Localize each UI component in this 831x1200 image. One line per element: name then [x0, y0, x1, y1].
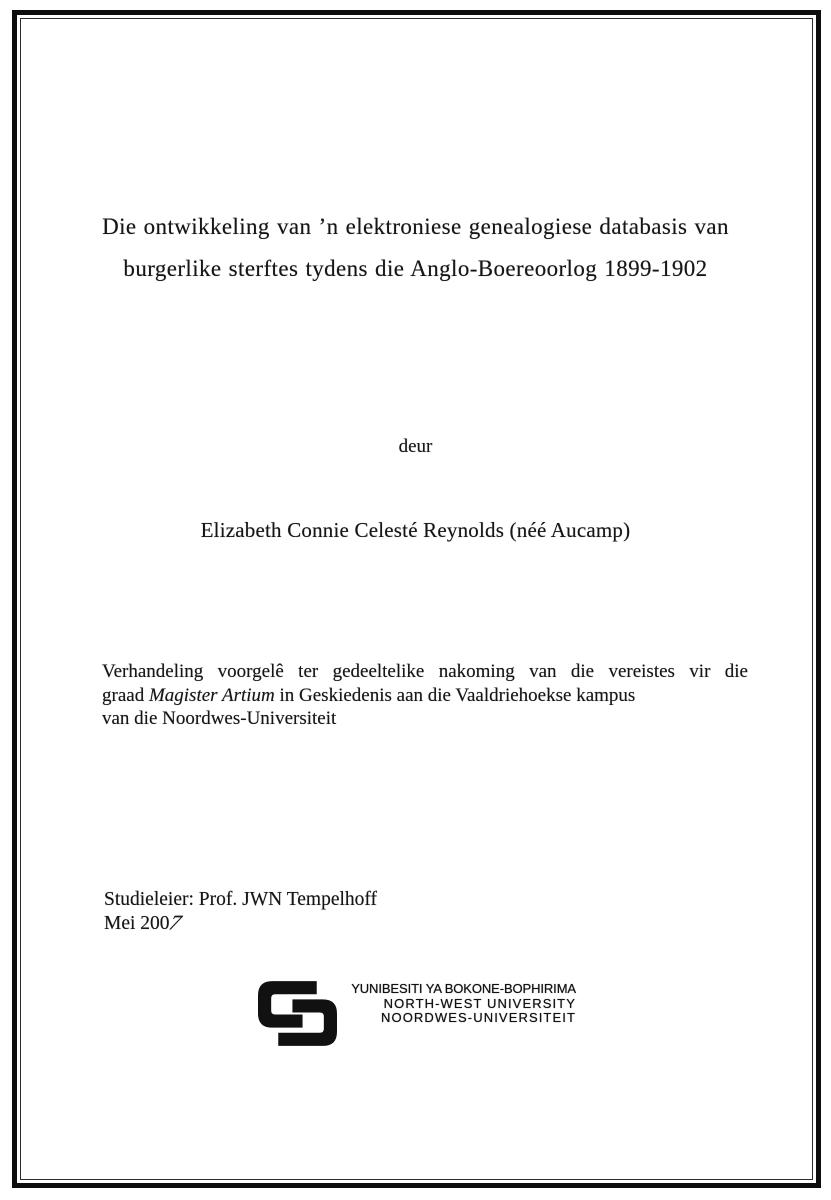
degree-statement-line2-suffix: in Geskiedenis aan die Vaaldriehoekse kampus — [274, 684, 636, 706]
degree-name-italic: Magister Artium — [148, 684, 275, 706]
date-line — [104, 911, 377, 935]
degree-statement — [102, 660, 748, 731]
supervisor-line: Studieleier: Prof. JWN Tempelhoff — [104, 889, 378, 910]
date-last-digit: 7 — [166, 910, 184, 935]
degree-statement-line3: van die Noordwes-Universiteit — [102, 708, 337, 729]
university-wordmark — [320, 982, 576, 1026]
logo-line-setswana: YUNIBESITI YA BOKONE-BOPHIRIMA — [351, 981, 576, 996]
byline-deur: deur — [398, 436, 433, 457]
university-logo — [258, 978, 588, 1050]
thesis-title-line1: Die ontwikkeling van ’n elektroniese genealogiese databasis van — [102, 214, 729, 239]
author-name: Elizabeth Connie Celesté Reynolds (néé Aucamp) — [200, 518, 631, 542]
degree-statement-line2 — [102, 684, 748, 708]
supervisor-block — [104, 888, 377, 935]
degree-statement-line2-prefix: graad — [102, 684, 149, 706]
date-prefix: Mei 200 — [104, 913, 170, 934]
logo-line-afrikaans: NOORDWES-UNIVERSITEIT — [381, 1010, 576, 1025]
degree-statement-line1: Verhandeling voorgelê ter gedeeltelike nakoming van die vereistes vir die — [102, 661, 748, 682]
thesis-title — [0, 206, 831, 290]
thesis-title-line2: burgerlike sterftes tydens die Anglo-Boereoorlog 1899-1902 — [123, 256, 708, 281]
logo-line-english: NORTH-WEST UNIVERSITY — [383, 995, 576, 1011]
